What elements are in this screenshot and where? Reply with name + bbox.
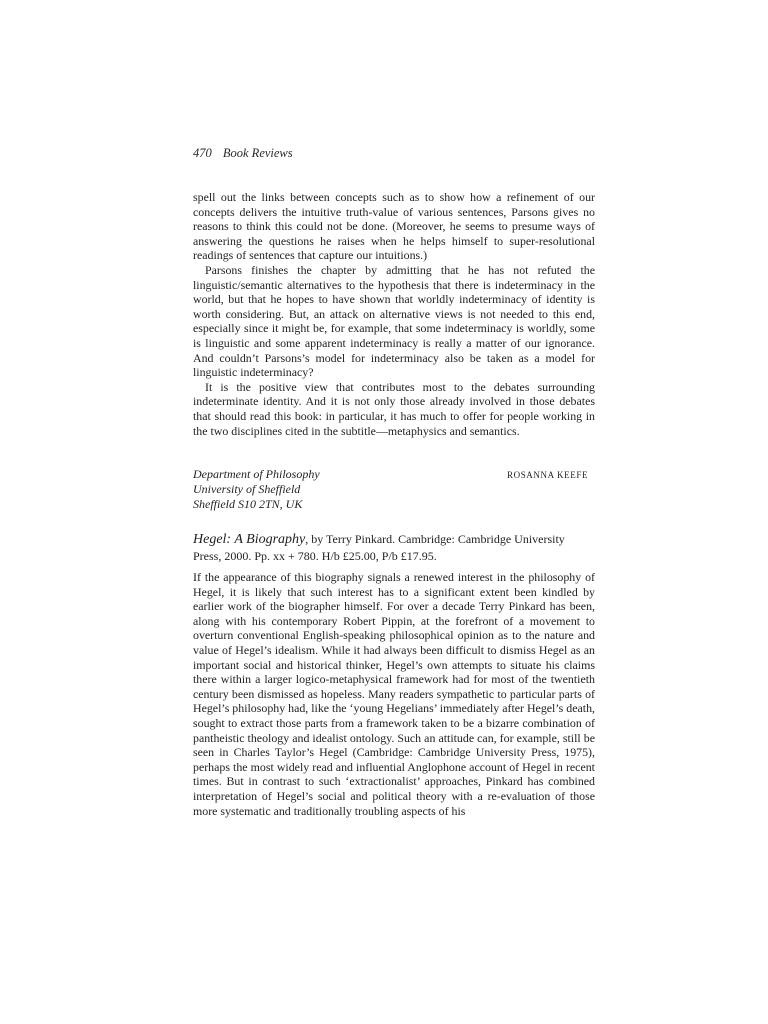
book-heading <box>193 531 595 564</box>
paragraph: Parsons finishes the chapter by admitting that he has not refuted the linguistic/semantic alternatives to the hypothesis that there is indeterminacy in the world, but that he hopes to have shown that worldly indeterminacy of identity is worth considering. But, an attack on alternative views is not needed to this end, especially since it might be, for example, that some indeterminacy is worldly, some is linguistic and some apparent indeterminacy is really a matter of our ignorance. And couldn’t Parsons’s model for indeterminacy also be taken as a model for linguistic indeterminacy? <box>193 262 595 380</box>
section-title: Book Reviews <box>222 146 293 160</box>
affiliation-line: University of Sheffield <box>193 482 301 496</box>
paragraph: It is the positive view that contributes most to the debates surrounding indeterminate identity. And it is not only those already involved in those debates that should read this book: in particular, it has much to offer for people working in the two disciplines cited in the subtitle—metaphysics and semantics. <box>193 379 595 438</box>
review-keefe-body <box>193 190 595 438</box>
reviewer-name: ROSANNA KEEFE <box>507 470 589 480</box>
review-pinkard-body <box>193 570 595 818</box>
running-head <box>193 146 293 161</box>
reviewer-affiliation <box>193 467 320 512</box>
affiliation-line: Department of Philosophy <box>193 467 320 481</box>
book-title: Hegel: A Biography <box>193 532 306 547</box>
book-details: , by Terry Pinkard. Cambridge: Cambridge University Press, 2000. Pp. xx + 780. H/b £25.00, P/b £17.95. <box>193 532 565 563</box>
affiliation-line: Sheffield S10 2TN, UK <box>193 497 303 511</box>
paragraph: spell out the links between concepts such as to show how a refinement of our concepts delivers the intuitive truth-value of various sentences, Parsons gives no reasons to think this could not be done. (Moreover, he seems to presume ways of answering the questions he raises when he helps himself to super-resolutional readings of sentences that capture our intuitions.) <box>193 190 595 263</box>
page-number: 470 <box>193 146 212 160</box>
paragraph: If the appearance of this biography signals a renewed interest in the philosophy of Hegel, it is likely that such interest has to a significant extent been kindled by earlier work of the biographer himself. For over a decade Terry Pinkard has been, along with his contemporary Robert Pippin, at the forefront of a movement to overturn conventional English-speaking philosophical opinion as to the nature and value of Hegel’s idealism. While it had always been difficult to dismiss Hegel as an important social and historical thinker, Hegel’s own attempts to situate his claims there within a larger logico-metaphysical framework had for most of the twentieth century been dismissed as hopeless. Many readers sympathetic to particular parts of Hegel’s philosophy had, like the ‘young Hegelians’ immediately after Hegel’s death, sought to extract those parts from a framework taken to be a bizarre combination of pantheistic theology and idealist ontology. Such an attitude can, for example, still be seen in Charles Taylor’s Hegel (Cambridge: Cambridge University Press, 1975), perhaps the most widely read and influential Anglophone account of Hegel in recent times. But in contrast to such ‘extractionalist’ approaches, Pinkard has combined interpretation of Hegel’s social and political theory with a re-evaluation of those more systematic and traditionally troubling aspects of his <box>193 570 595 818</box>
